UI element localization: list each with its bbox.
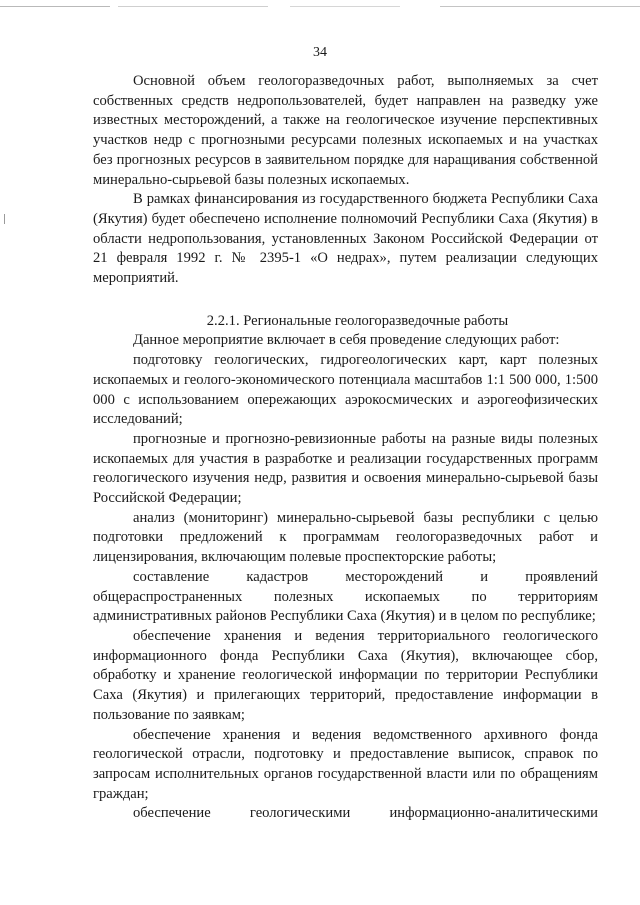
section-intro: Данное мероприятие включает в себя проведение следующих работ:	[133, 332, 560, 349]
list-item-forecast-works: прогнозные и прогнозно-ревизионные работы на разные виды полезных ископаемых для участия в разработке и реализации государственных программ геологического изучения недр, развития и освоения минерально-сырьевой базы Российской Федерации;	[93, 430, 598, 507]
list-item-analytics-continued: обеспечение геологическими информационно-аналитическими	[133, 805, 598, 822]
paragraph-main-volume: Основной объем геологоразведочных работ, выполняемых за счет собственных средств недропользователей, будет направлен на разведку уже известных месторождений, а также на геологическое изучение перспективных участков недр с прогнозными ресурсами полезных ископаемых и на участках без прогнозных ресурсов в заявительном порядке для наращивания собственной минерально-сырьевой базы полезных ископаемых.	[93, 73, 598, 188]
section-heading: 2.2.1. Региональные геологоразведочные работы	[206, 312, 509, 329]
scan-top-edge	[118, 6, 268, 7]
scan-top-edge	[0, 6, 110, 7]
paragraph-budget-financing: В рамках финансирования из государственного бюджета Республики Саха (Якутия) будет обеспечено исполнение полномочий Республики Саха (Якутия) в области недропользования, установленных Законом Российской Федерации от 21 февраля 1992 г. № 2395-1 «О недрах», путем реализации следующих мероприятий.	[93, 191, 598, 287]
document-body	[93, 72, 598, 824]
page-number: 34	[313, 45, 327, 60]
list-item-cadastres: составление кадастров месторождений и проявлений общераспространенных полезных ископаемых по территориям административных районов Республики Саха (Якутия) и в целом по республике;	[93, 568, 598, 625]
list-item-archive-fund: обеспечение хранения и ведения ведомственного архивного фонда геологической отрасли, подготовку и предоставление выписок, справок по запросам исполнительных органов государственной власти или по обращениям граждан;	[93, 726, 598, 802]
scan-top-edge	[290, 6, 400, 7]
list-item-maps: подготовку геологических, гидрогеологических карт, карт полезных ископаемых и геолого-экономического потенциала масштабов 1:1 500 000, 1:500 000 с использованием опережающих аэрокосмических и аэрогеофизических исследований;	[93, 352, 598, 428]
scan-margin-mark	[4, 214, 5, 224]
scan-top-edge	[440, 6, 640, 7]
list-item-territorial-fund: обеспечение хранения и ведения территориального геологического информационного фонда Республики Саха (Якутия), включающее сбор, обработку и хранение геологической информации по территории Республики Саха (Якутия) и прилегающих территорий, предоставление информации в пользование по заявкам;	[93, 627, 598, 723]
list-item-monitoring: анализ (мониторинг) минерально-сырьевой базы республики с целью подготовки предложений к программам геологоразведочных работ и лицензирования, включающим полевые проспекторские работы;	[93, 509, 598, 566]
